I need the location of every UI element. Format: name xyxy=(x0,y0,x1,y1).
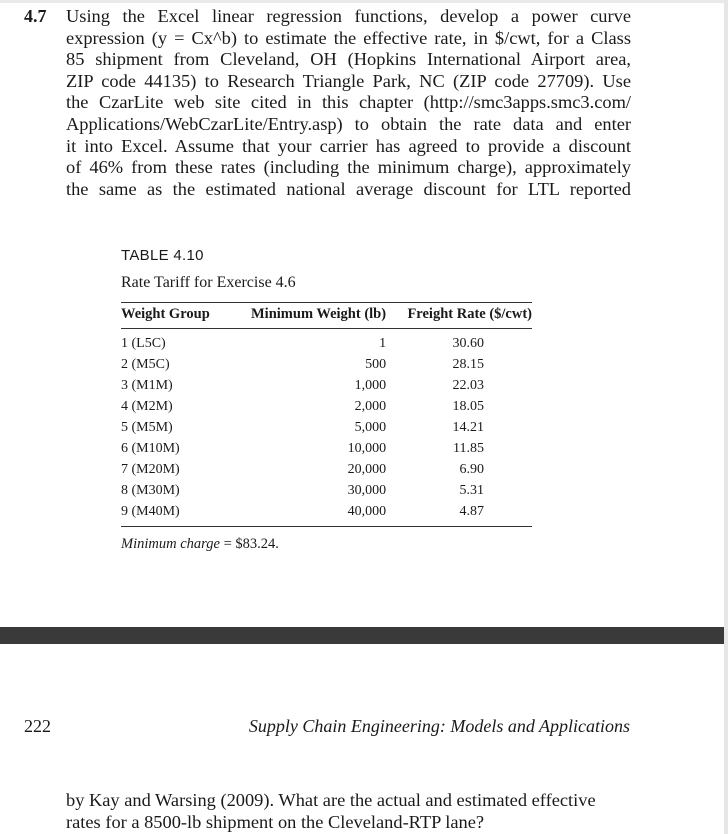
table-row xyxy=(121,417,532,438)
cell-freight-rate: 30.60 xyxy=(452,335,484,351)
cell-freight-rate: 5.31 xyxy=(459,482,484,498)
page-number: 222 xyxy=(24,716,51,736)
footnote-label: Minimum charge xyxy=(121,536,220,552)
scrollbar-track[interactable] xyxy=(724,0,728,834)
text-line: Applications/WebCzarLite/Entry.asp) to obtain the rate data and enter xyxy=(66,113,631,134)
table-row xyxy=(121,329,532,355)
text-line: expression (y = Cx^b) to estimate the effective rate, in $/cwt, for a Class xyxy=(66,27,631,48)
cell-minimum-weight: 20,000 xyxy=(347,461,387,477)
cell-minimum-weight: 5,000 xyxy=(354,419,387,435)
table-header-row xyxy=(121,303,532,329)
running-head: Supply Chain Engineering: Models and Applications xyxy=(248,716,630,736)
text-line: 85 shipment from Cleveland, OH (Hopkins International Airport area, xyxy=(66,49,631,70)
table-title: TABLE 4.10 xyxy=(121,247,204,264)
text-line: ZIP code 44135) to Research Triangle Park, NC (ZIP code 27709). Use xyxy=(66,70,631,91)
header-weight-group: Weight Group xyxy=(121,303,251,329)
cell-freight-rate: 11.85 xyxy=(453,440,484,456)
text-line: the same as the estimated national average discount for LTL reported xyxy=(66,178,631,199)
cell-minimum-weight: 2,000 xyxy=(354,398,387,414)
cell-freight-rate: 18.05 xyxy=(452,398,484,414)
cell-weight-group: 4 (M2M) xyxy=(121,398,173,414)
top-edge xyxy=(0,0,728,3)
cell-minimum-weight: 1 xyxy=(379,335,387,351)
page-separator xyxy=(0,627,728,644)
cell-weight-group: 3 (M1M) xyxy=(121,377,173,393)
header-minimum-weight: Minimum Weight (lb) xyxy=(251,303,386,329)
exercise-number: 4.7 xyxy=(24,6,47,26)
cell-minimum-weight: 10,000 xyxy=(347,440,387,456)
rate-table-block xyxy=(121,245,532,553)
header-freight-rate: Freight Rate ($/cwt) xyxy=(386,303,532,329)
text-line: by Kay and Warsing (2009). What are the actual and estimated effective xyxy=(66,790,596,810)
text-line: of 46% from these rates (including the minimum charge), approximately xyxy=(66,157,631,178)
table-footnote xyxy=(121,536,532,553)
table-caption: Rate Tariff for Exercise 4.6 xyxy=(121,274,296,291)
cell-weight-group: 7 (M20M) xyxy=(121,461,180,477)
text-line: the CzarLite web site cited in this chapter (http://smc3apps.smc3.com/ xyxy=(66,92,631,113)
cell-freight-rate: 14.21 xyxy=(452,419,484,435)
cell-freight-rate: 4.87 xyxy=(386,501,532,527)
table-row xyxy=(121,354,532,375)
cell-weight-group: 2 (M5C) xyxy=(121,356,170,372)
table-row xyxy=(121,396,532,417)
cell-weight-group: 9 (M40M) xyxy=(121,501,251,527)
cell-freight-rate: 22.03 xyxy=(452,377,484,393)
cell-weight-group: 5 (M5M) xyxy=(121,419,173,435)
text-line: Using the Excel linear regression functions, develop a power curve xyxy=(66,6,631,26)
footnote-value: = $83.24. xyxy=(219,536,279,552)
rate-table xyxy=(121,302,532,527)
cell-weight-group: 1 (L5C) xyxy=(121,335,166,351)
text-line: rates for a 8500-lb shipment on the Cleveland-RTP lane? xyxy=(66,811,485,832)
table-row xyxy=(121,375,532,396)
exercise-text xyxy=(66,6,631,200)
continuation-text xyxy=(66,790,631,833)
table-row xyxy=(121,438,532,459)
cell-minimum-weight: 1,000 xyxy=(354,377,387,393)
cell-weight-group: 8 (M30M) xyxy=(121,482,180,498)
cell-weight-group: 6 (M10M) xyxy=(121,440,180,456)
cell-freight-rate: 28.15 xyxy=(452,356,484,372)
table-row xyxy=(121,459,532,480)
table-row xyxy=(121,501,532,527)
cell-minimum-weight: 30,000 xyxy=(347,482,387,498)
cell-freight-rate: 6.90 xyxy=(459,461,484,477)
cell-minimum-weight: 500 xyxy=(365,356,387,372)
cell-minimum-weight: 40,000 xyxy=(251,501,386,527)
table-row xyxy=(121,480,532,501)
text-line: it into Excel. Assume that your carrier has agreed to provide a discount xyxy=(66,135,631,156)
